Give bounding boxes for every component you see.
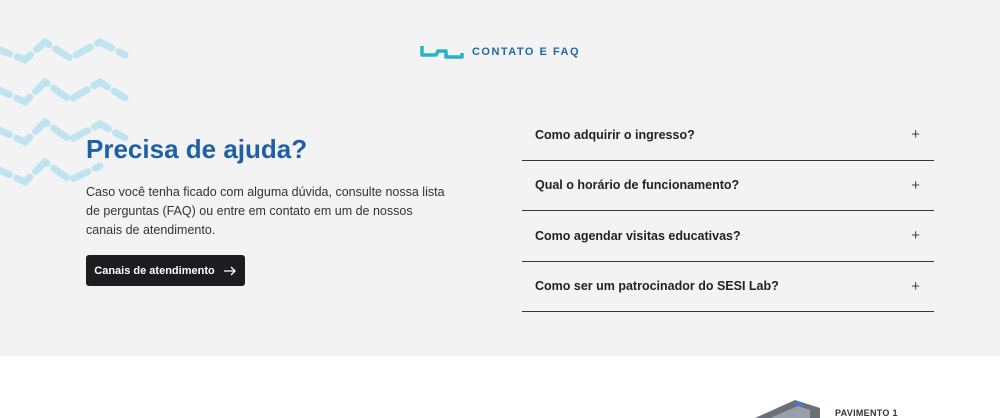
section-header [0, 44, 1000, 60]
building-illustration [750, 398, 820, 418]
sesi-lab-logo-icon [420, 44, 464, 60]
faq-item-horario[interactable] [522, 161, 934, 212]
help-description: Caso você tenha ficado com alguma dúvida, consulte nossa lista de perguntas (FAQ) ou entre em contato em um de nossos canais de atendimento. [86, 185, 445, 237]
plus-icon: + [911, 227, 920, 245]
plus-icon: + [911, 277, 920, 295]
page-title: Precisa de ajuda? [86, 134, 308, 164]
contact-channels-label: Canais de atendimento [94, 264, 215, 277]
faq-list [522, 110, 934, 312]
faq-item-ingresso[interactable] [522, 110, 934, 161]
faq-item-visitas[interactable] [522, 211, 934, 262]
plus-icon: + [911, 126, 920, 144]
faq-question: Como ser um patrocinador do SESI Lab? [535, 279, 779, 294]
faq-question: Como adquirir o ingresso? [535, 127, 695, 142]
plus-icon: + [911, 176, 920, 194]
faq-question: Como agendar visitas educativas? [535, 228, 741, 243]
section-label: CONTATO E FAQ [471, 46, 581, 58]
arrow-right-icon [223, 266, 237, 276]
floor-label: PAVIMENTO 1 [835, 408, 898, 418]
faq-question: Qual o horário de funcionamento? [535, 178, 740, 193]
contact-channels-button[interactable] [86, 255, 245, 286]
faq-item-patrocinador[interactable] [522, 262, 934, 313]
